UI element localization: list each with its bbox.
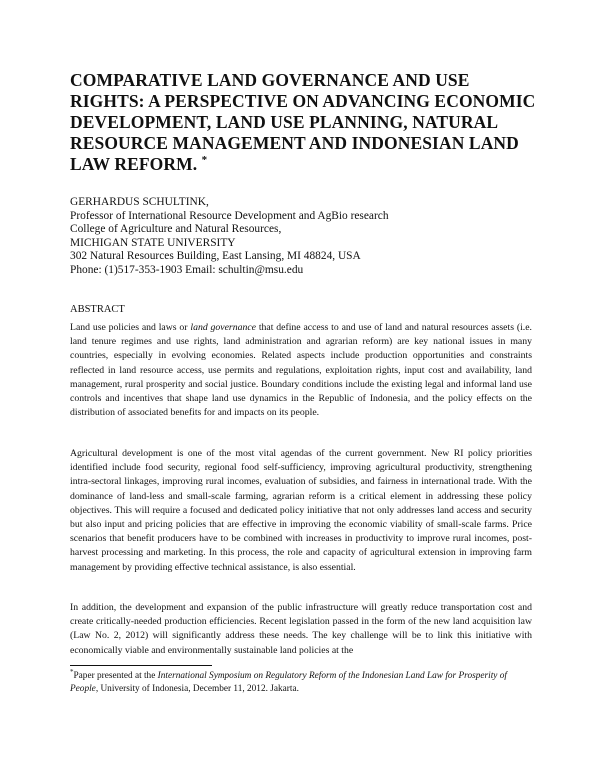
p1-text-b: that define access to and use of land and natural resources assets (i.e. land tenure regimes and use rights, land administration and agrarian reform) are key national issues in many countries, especially in evolving economies. Related aspects include production opportunities and constraints reflected in land resource access, use permits and regulations, exploitation rights, input cost and availability, land management, rural prosperity and social justice. Boundary conditions include the existing legal and informal land use controls and incentives that shape land use dynamics in the Republic of Indonesia, and the policy effects on the distribution of associated benefits for and impacts on its people. [70,322,532,419]
author-block [70,196,540,278]
author-contact: Phone: (1)517-353-1903 Email: schultin@msu.edu [70,263,304,276]
abstract-paragraph-3: In addition, the development and expansion of the public infrastructure will greatly reduce transportation cost and create critically-needed production efficiencies. Recent legislation passed in the form of the new land acquisition law (Law No. 2, 2012) will significantly address these needs. The key challenge will be to link this initiative with economically viable and environmentally sustainable land policies at the [70,602,532,656]
footnote-event: International Symposium on Regulatory Reform of the Indonesian Land Law for Prosperity of People [70,671,507,694]
footnote-mark: * [70,667,74,676]
abstract-paragraph-2: Agricultural development is one of the most vital agendas of the current government. New RI policy priorities identified include food security, regional food self-sufficiency, improving agricultural productivity, strengthening intra-sectoral linkages, improving rural incomes, evaluation of subsidies, and fairness in international trade. With the dominance of land-less and small-scale farming, agrarian reform is a critical element in addressing these policy objectives. This will require a focused and dedicated policy initiative that not only addresses land access and security but also input and pricing policies that are effective in improving the economic viability of small-scale farms. Price scenarios that benefit producers have to be combined with increases in productivity to improve rural incomes, post-harvest processing and marketing. In this process, the role and capacity of agricultural extension in improving farm management by providing effective technical assistance, is also essential. [70,448,532,573]
author-address: 302 Natural Resources Building, East Lansing, MI 48824, USA [70,250,361,263]
author-university: MICHIGAN STATE UNIVERSITY [70,236,236,249]
author-position: Professor of International Resource Development and AgBio research [70,209,389,222]
footnote-divider [70,665,212,666]
paper-title [70,70,540,175]
title-footnote-mark: * [201,154,208,167]
abstract-heading: ABSTRACT [70,304,125,315]
footnote [70,667,532,695]
p1-text-a: Land use policies and laws or [70,322,191,333]
author-name: GERHARDUS SCHULTINK, [70,196,209,208]
footnote-tail: , University of Indonesia, December 11, 2012. Jakarta. [95,683,299,694]
author-college: College of Agriculture and Natural Resources, [70,223,282,236]
p1-emphasis: land governance [190,322,256,333]
footnote-lead: Paper presented at the [73,671,158,681]
abstract-paragraph-1 [70,321,532,420]
paper-title-text: COMPARATIVE LAND GOVERNANCE AND USE RIGHTS: A PERSPECTIVE ON ADVANCING ECONOMIC DEVELOPMENT, LAND USE PLANNING, NATURAL RESOURCE MANAGEMENT AND INDONESIAN LAND LAW REFORM. [70,70,536,174]
